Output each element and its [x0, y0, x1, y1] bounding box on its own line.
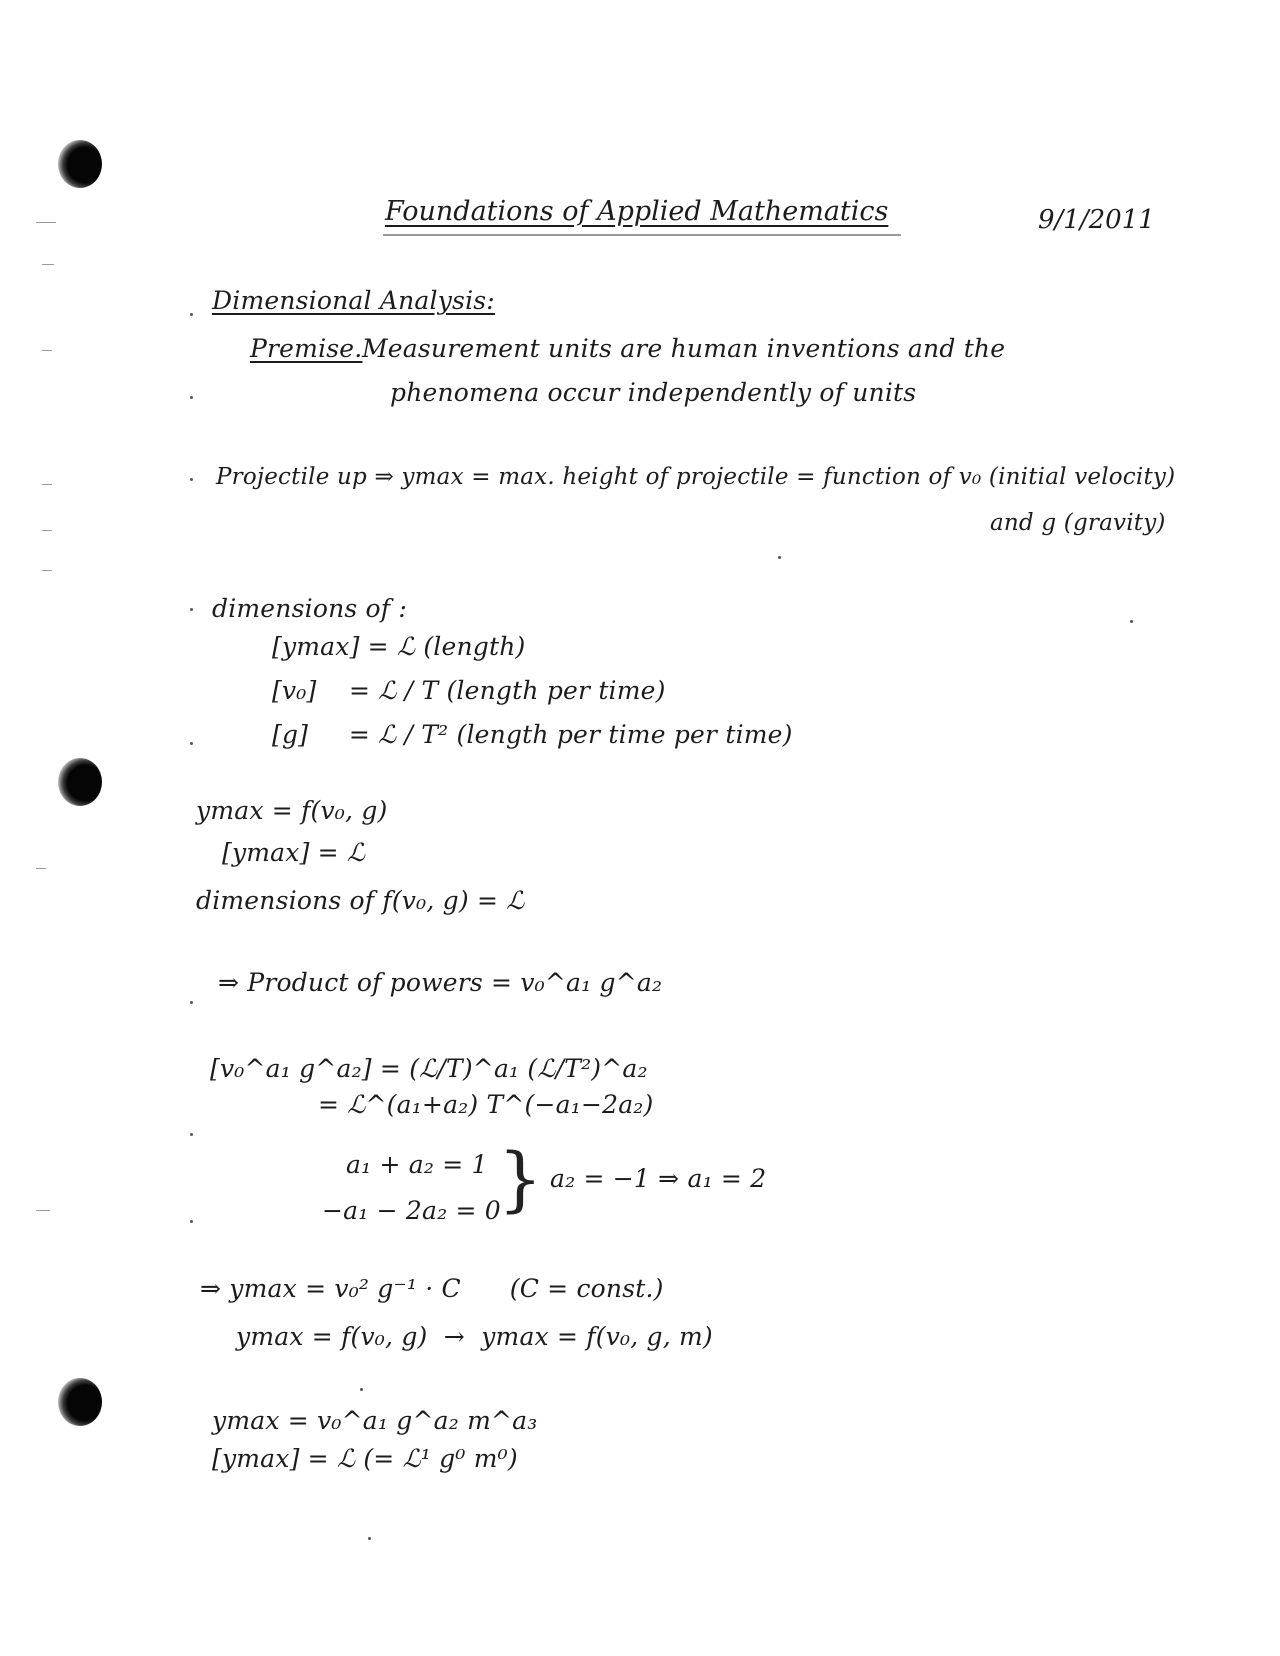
derivation-line-2: = ℒ^(a₁+a₂) T^(−a₁−2a₂): [318, 1090, 654, 1119]
function-line: ymax = f(v₀, g): [196, 796, 388, 825]
projectile-line-2: and g (gravity): [990, 510, 1166, 536]
page-title: Foundations of Applied Mathematics: [385, 196, 889, 227]
projectile-line-1: Projectile up ⇒ ymax = max. height of projectile = function of v₀ (initial velocity): [216, 464, 1176, 490]
dimension-row: [v₀] = ℒ / T (length per time): [272, 676, 666, 705]
section-heading: Dimensional Analysis:: [212, 286, 495, 315]
margin-mark: [36, 222, 56, 223]
result-line-1: ⇒ ymax = v₀² g⁻¹ · C (C = const.): [200, 1274, 664, 1303]
stray-dot: [368, 1537, 371, 1540]
extension-line-1: ymax = v₀^a₁ g^a₂ m^a₃: [212, 1406, 538, 1435]
margin-mark: [36, 1210, 50, 1211]
system-solution: a₂ = −1 ⇒ a₁ = 2: [550, 1164, 767, 1193]
stray-dot: [190, 608, 193, 611]
title-double-underline: [383, 232, 903, 238]
stray-dot: [190, 1220, 193, 1223]
function-line: dimensions of f(v₀, g) = ℒ: [196, 886, 525, 915]
binder-hole-middle: [58, 758, 102, 806]
premise-text-line-2: phenomena occur independently of units: [390, 378, 917, 407]
dimension-row: [ymax] = ℒ (length): [272, 632, 526, 661]
result-line-2: ymax = f(v₀, g) → ymax = f(v₀, g, m): [236, 1322, 713, 1351]
margin-mark: [42, 570, 52, 571]
product-line: ⇒ Product of powers = v₀^a₁ g^a₂: [218, 968, 663, 997]
function-line: [ymax] = ℒ: [222, 838, 366, 867]
stray-dot: [190, 1001, 193, 1004]
stray-dot: [190, 396, 193, 399]
binder-hole-bottom: [58, 1378, 102, 1426]
stray-dot: [190, 313, 193, 316]
dimensions-heading: dimensions of :: [212, 594, 408, 623]
margin-mark: [42, 350, 52, 351]
binder-hole-top: [58, 140, 102, 188]
stray-dot: [1130, 620, 1133, 623]
margin-mark: [42, 484, 52, 485]
stray-dot: [190, 478, 193, 481]
system-eq-2: −a₁ − 2a₂ = 0: [322, 1196, 501, 1225]
premise-label: Premise.: [250, 334, 363, 363]
stray-dot: [778, 556, 781, 559]
stray-dot: [190, 1133, 193, 1136]
dimension-row: [g] = ℒ / T² (length per time per time): [272, 720, 793, 749]
stray-dot: [360, 1388, 363, 1391]
margin-mark: [42, 530, 52, 531]
extension-line-2: [ymax] = ℒ (= ℒ¹ g⁰ m⁰): [212, 1444, 518, 1473]
margin-mark: [36, 868, 46, 869]
system-brace: }: [498, 1138, 543, 1220]
derivation-line-1: [v₀^a₁ g^a₂] = (ℒ/T)^a₁ (ℒ/T²)^a₂: [210, 1054, 648, 1083]
system-eq-1: a₁ + a₂ = 1: [346, 1150, 488, 1179]
premise-text-line-1: Measurement units are human inventions and the: [362, 334, 1006, 363]
stray-dot: [190, 742, 193, 745]
page-date: 9/1/2011: [1038, 205, 1155, 235]
margin-mark: [42, 264, 54, 265]
